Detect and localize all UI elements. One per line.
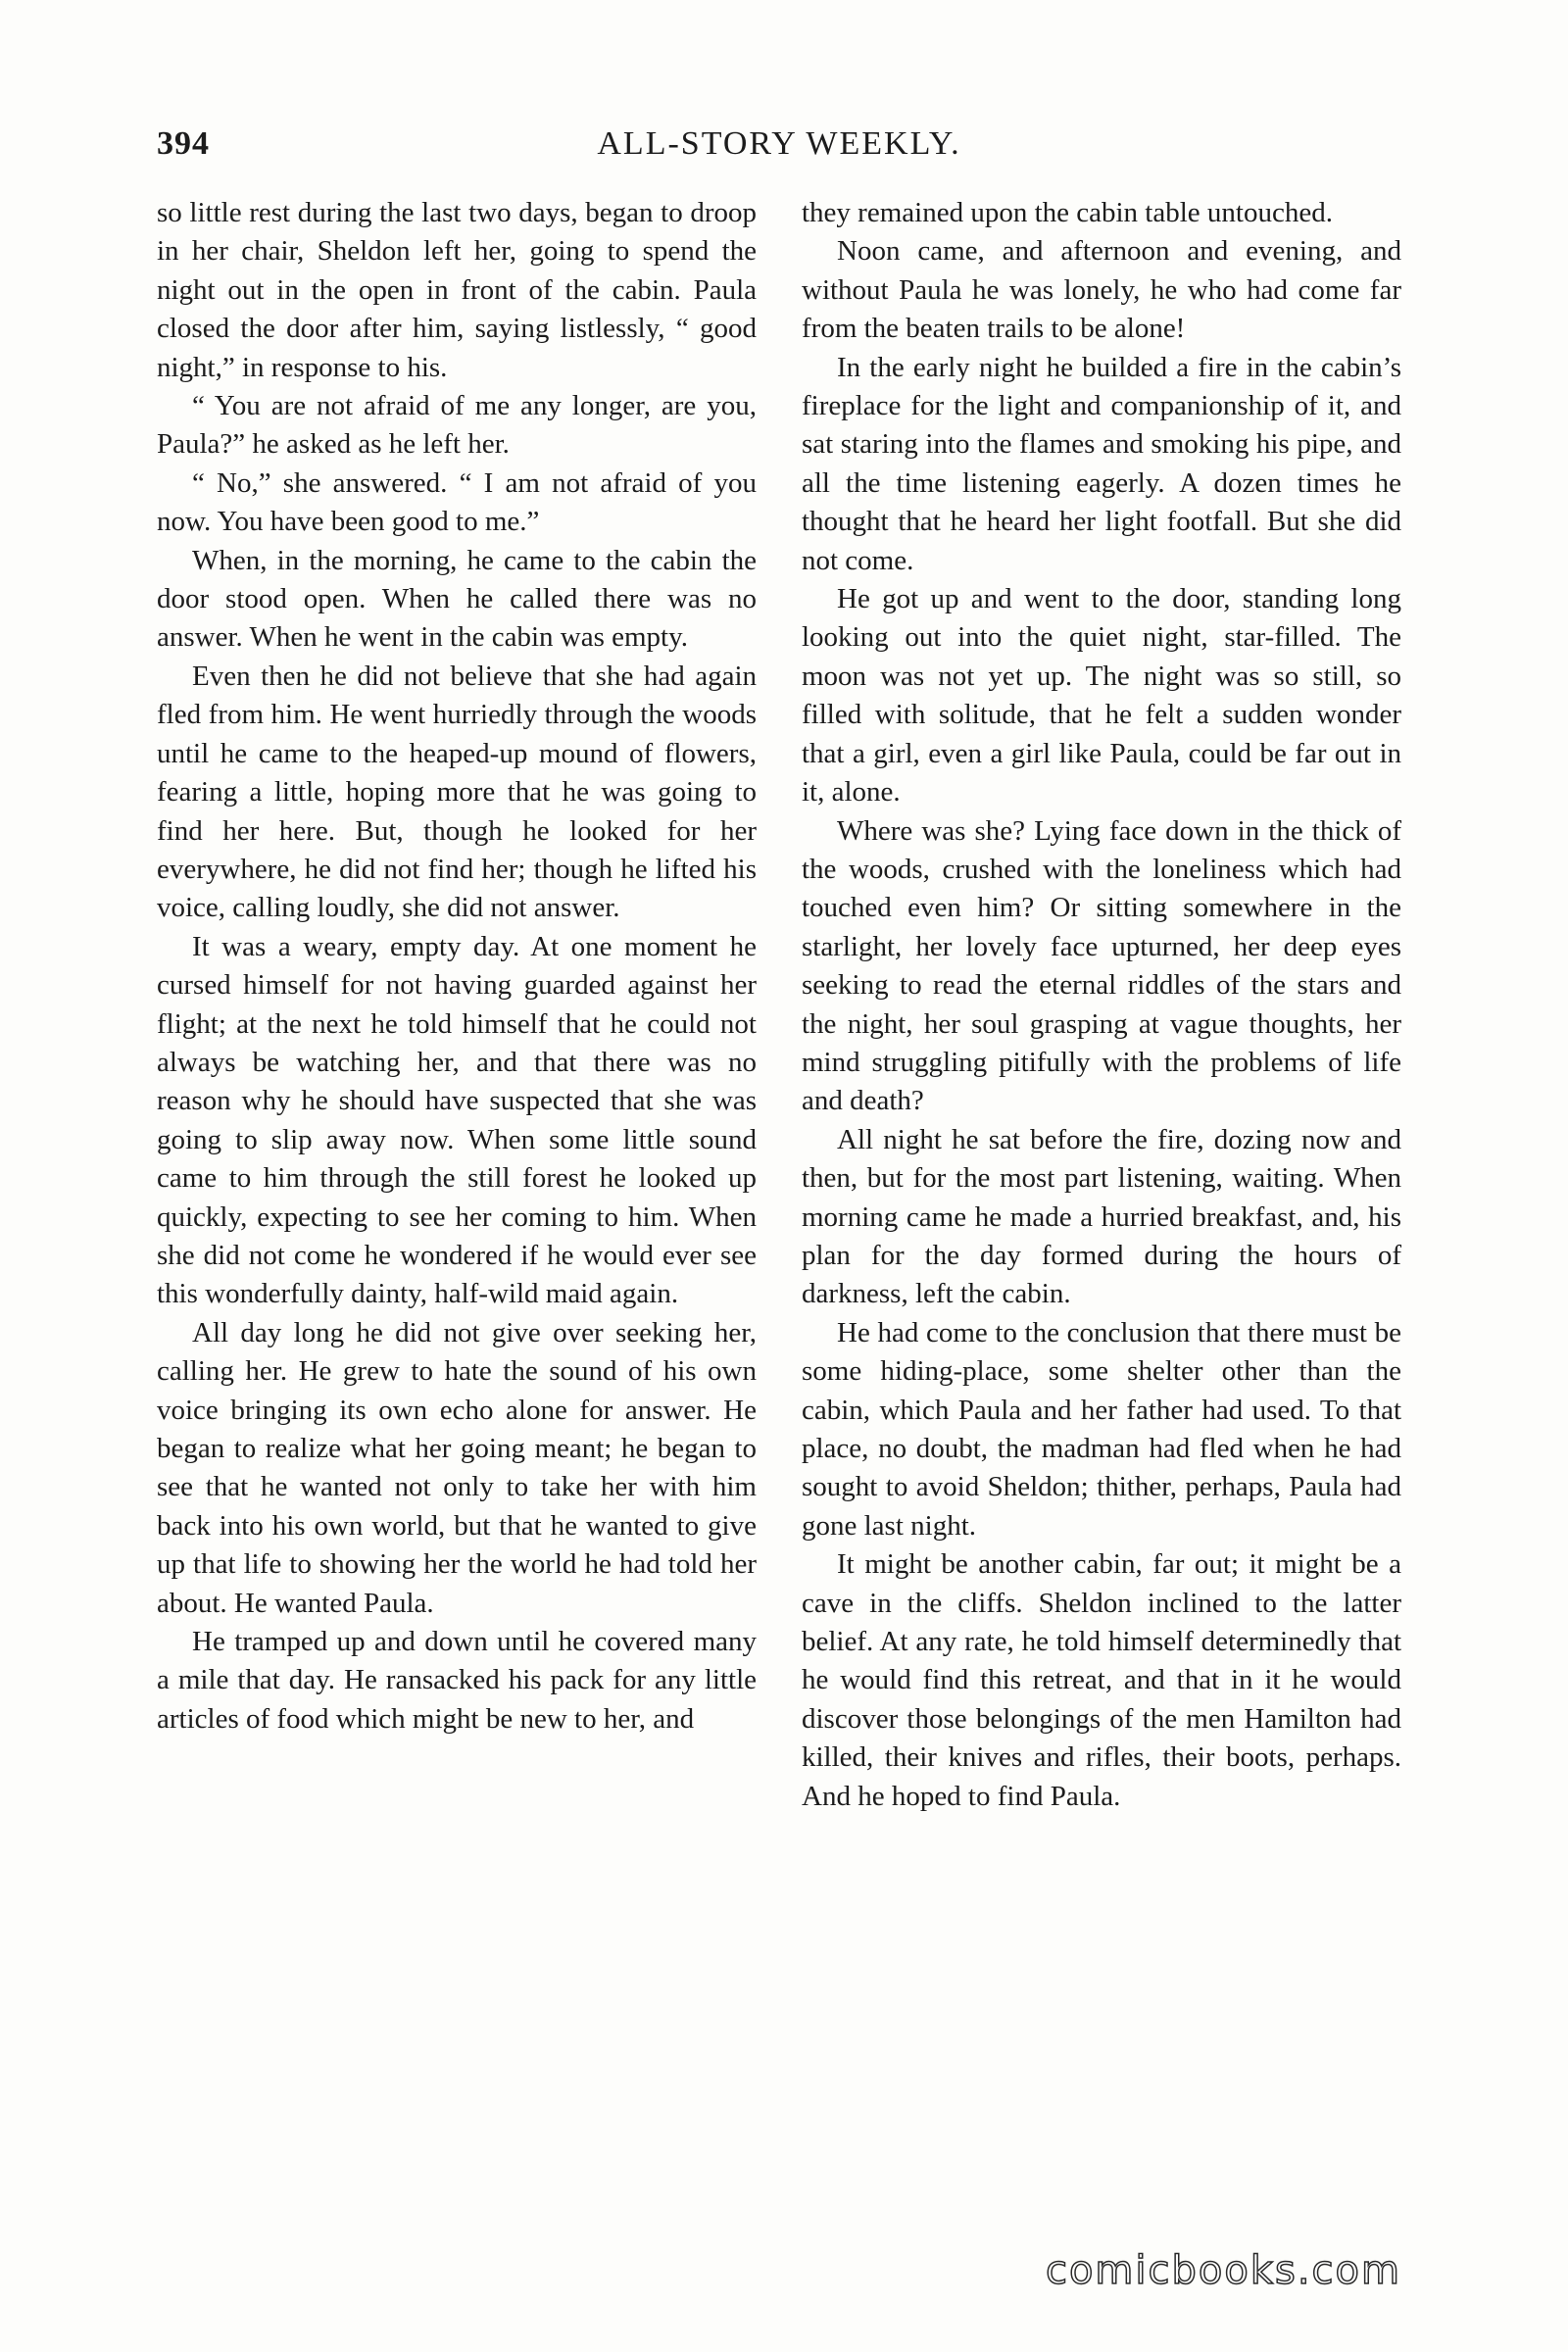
paragraph: they remained upon the cabin table untouched. — [802, 197, 1333, 228]
left-column — [157, 194, 757, 2154]
paragraph: so little rest during the last two days, began to droop in her chair, Sheldon left her, going to spend the night out in the open in front of the cabin. Paula closed the door after him, saying listlessly, “ good night,” in response to his. — [157, 197, 757, 383]
paragraph: He had come to the conclusion that there must be some hiding-place, some shelter other than the cabin, which Paula and her father had used. To that place, no doubt, the madman had fled when he had sought to avoid Sheldon; thither, perhaps, Paula had gone last night. — [802, 1316, 1401, 1542]
paragraph: “ You are not afraid of me any longer, are you, Paula?” he asked as he left her. — [157, 390, 757, 461]
paragraph: “ No,” she answered. “ I am not afraid of you now. You have been good to me.” — [157, 466, 757, 538]
page-header — [157, 118, 1401, 176]
paragraph: It was a weary, empty day. At one moment he cursed himself for not having guarded against her flight; at the next he told himself that he could not always be watching her, and that there was no reason why he should have suspected that she was going to slip away now. When some little sound came to him through the still forest he looked up quickly, expecting to see her coming to him. When she did not come he wondered if he would ever see this wonderfully dainty, half-wild maid again. — [157, 930, 757, 1310]
paragraph: When, in the morning, he came to the cabin the door stood open. When he called there was no answer. When he went in the cabin was empty. — [157, 544, 757, 654]
paragraph: Where was she? Lying face down in the thick of the woods, crushed with the loneliness which had touched even him? Or sitting somewhere in the starlight, her lovely face upturned, her deep eyes seeking to read the eternal riddles of the stars and the night, her soul grasping at vague thoughts, her mind struggling pitifully with the problems of life and death? — [802, 814, 1401, 1117]
paragraph: All night he sat before the fire, dozing now and then, but for the most part listening, waiting. When morning came he made a hurried breakfast, and, his plan for the day formed during the hours of darkness, left the cabin. — [802, 1123, 1401, 1310]
paragraph: All day long he did not give over seeking her, calling her. He grew to hate the sound of his own voice bringing its own echo alone for answer. He began to realize what her going meant; he began to see that he wanted not only to take her with him back into his own world, but that he wanted to give up that life to showing her the world he had told her about. He wanted Paula. — [157, 1316, 757, 1619]
running-head: ALL-STORY WEEKLY. — [597, 125, 961, 162]
paragraph: Noon came, and afternoon and evening, and without Paula he was lonely, he who had come far from the beaten trails to be alone! — [802, 235, 1401, 345]
paragraph: In the early night he builded a fire in the cabin’s fireplace for the light and companionship of it, and sat staring into the flames and smoking his pipe, and all the time listening eagerly. A dozen times he thought that he heard her light footfall. But she did not come. — [802, 351, 1401, 576]
right-column — [802, 194, 1401, 2154]
paragraph: He tramped up and down until he covered many a mile that day. He ransacked his pack for any little articles of food which might be new to her, and — [157, 1626, 757, 1735]
watermark: comicbooks.com — [1045, 2248, 1401, 2293]
text-columns — [157, 194, 1401, 2154]
paragraph: It might be another cabin, far out; it might be a cave in the cliffs. Sheldon inclined to the latter belief. At any rate, he told himself determinedly that he would find this retreat, and that in it he would discover those belongings of the men Hamilton had killed, their knives and rifles, their boots, perhaps. And he hoped to find Paula. — [802, 1548, 1401, 1812]
page-number: 394 — [157, 125, 210, 162]
paragraph: Even then he did not believe that she had again fled from him. He went hurriedly through the woods until he came to the heaped-up mound of flowers, fearing a little, hoping more that he was going to find her here. But, though he looked for her everywhere, he did not find her; though he lifted his voice, calling loudly, she did not answer. — [157, 660, 757, 924]
paragraph: He got up and went to the door, standing long looking out into the quiet night, star-filled. The moon was not yet up. The night was so still, so filled with solitude, that he felt a sudden wonder that a girl, even a girl like Paula, could be far out in it, alone. — [802, 583, 1401, 808]
